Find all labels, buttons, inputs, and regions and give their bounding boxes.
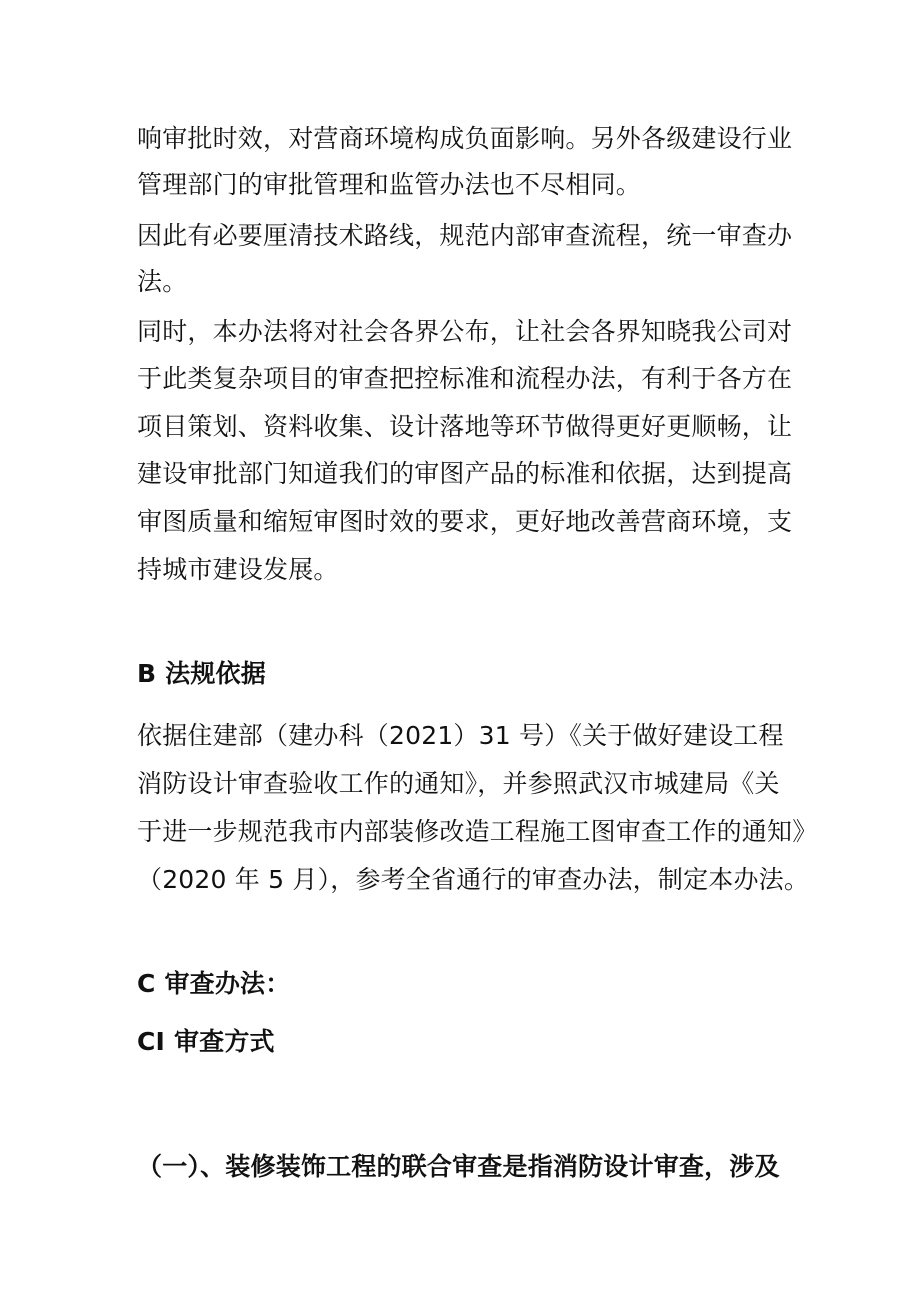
paragraph-line: 建设审批部门知道我们的审图产品的标准和依据，达到提高 — [137, 459, 793, 488]
paragraph-line: 因此有必要厘清技术路线，规范内部审查流程，统一审查办 — [137, 221, 793, 250]
paragraph-line: 管理部门的审批管理和监管办法也不尽相同。 — [137, 170, 642, 199]
paragraph-line: 消防设计审查验收工作的通知》，并参照武汉市城建局《关 — [137, 769, 780, 798]
list-item-heading: （一）、装修装饰工程的联合审查是指消防设计审查，涉及 — [137, 1152, 780, 1181]
section-heading-c1: CI 审查方式 — [137, 1027, 275, 1056]
paragraph-line: 同时，本办法将对社会各界公布，让社会各界知晓我公司对 — [137, 317, 793, 346]
paragraph-line: 响审批时效，对营商环境构成负面影响。另外各级建设行业 — [137, 124, 793, 153]
paragraph-line: 审图质量和缩短审图时效的要求，更好地改善营商环境，支 — [137, 507, 793, 536]
paragraph-line: 依据住建部（建办科（2021）31 号）《关于做好建设工程 — [137, 721, 784, 750]
paragraph-line: 法。 — [137, 267, 188, 296]
paragraph-line: 项目策划、资料收集、设计落地等环节做得更好更顺畅，让 — [137, 412, 793, 441]
paragraph-line: 于进一步规范我市内部装修改造工程施工图审查工作的通知》 — [137, 817, 818, 846]
paragraph-line: 于此类复杂项目的审查把控标准和流程办法，有利于各方在 — [137, 364, 793, 393]
section-heading-c: C 审查办法： — [137, 969, 291, 998]
paragraph-line: 持城市建设发展。 — [137, 555, 339, 584]
section-heading-b: B 法规依据 — [137, 659, 266, 688]
paragraph-line: （2020 年 5 月），参考全省通行的审查办法，制定本办法。 — [137, 865, 810, 894]
